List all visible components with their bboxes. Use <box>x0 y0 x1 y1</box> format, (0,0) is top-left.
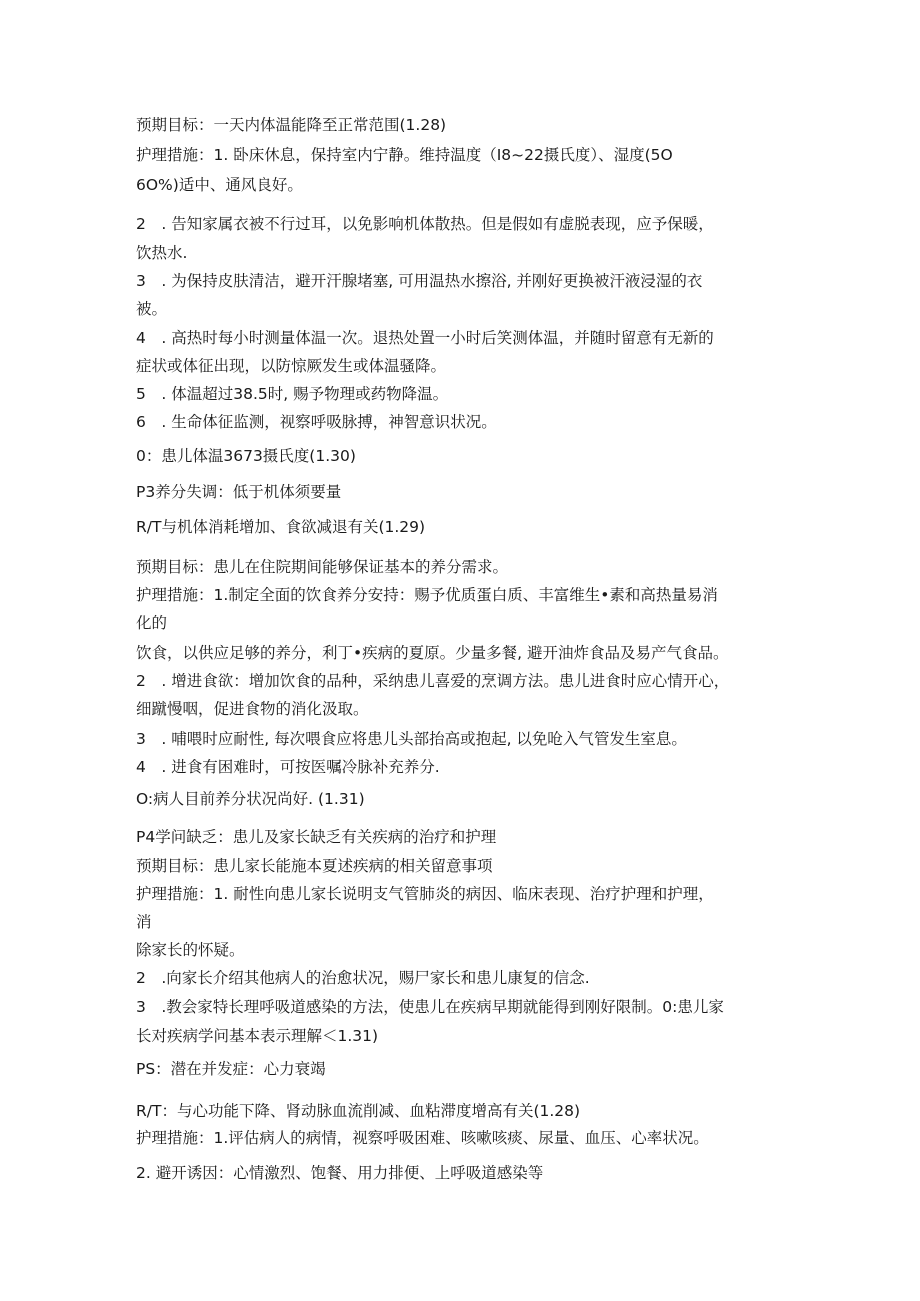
text-line: P4学问缺乏：患儿及家长缺乏有关疾病的治疗和护理 <box>136 828 497 846</box>
text-line: 预期目标：一天内体温能降至正常范围(1.28) <box>136 116 447 134</box>
text-line: 6 . 生命体征监测，视察呼吸脉搏，神智意识状况。 <box>136 413 497 431</box>
text-line: 预期目标：患儿家长能施本夏述疾病的相关留意事项 <box>136 857 493 875</box>
text-line: 2 .向家长介绍其他病人的治愈状况，赐尸家长和患儿康复的信念. <box>136 969 590 987</box>
text-line: 6O%)适中、通风良好。 <box>136 176 303 194</box>
text-line: 护理措施：1. 耐性向患儿家长说明支气管肺炎的病因、临床表现、治疗护理和护理， <box>136 885 714 903</box>
text-line: 化的 <box>136 614 168 632</box>
text-line: 护理措施：1.评估病人的病情，视察呼吸困难、咳嗽咳痰、尿量、血压、心率状况。 <box>136 1129 709 1147</box>
text-line: 4 . 高热时每小时测量体温一次。退热处置一小时后笑测体温，并随时留意有无新的 <box>136 329 714 347</box>
text-line: R/T：与心功能下降、肾动脉血流削减、血粘滞度增高有关(1.28) <box>136 1102 581 1120</box>
text-line: 4 . 进食有困难时，可按医嘱冷脉补充养分. <box>136 758 440 776</box>
text-line: 预期目标：患儿在住院期间能够保证基本的养分需求。 <box>136 558 509 576</box>
text-line: 被。 <box>136 300 168 318</box>
text-line: 长对疾病学问基本表示理解＜1.31) <box>136 1027 379 1045</box>
text-line: 消 <box>136 913 152 931</box>
text-line: 2 . 增进食欲：增加饮食的品种，采纳患儿喜爱的烹调方法。患儿进食时应心情开心， <box>136 672 730 690</box>
text-line: 3 . 为保持皮肤清洁，避开汗腺堵塞, 可用温热水擦浴, 并刚好更换被汗液浸湿的衣 <box>136 272 703 290</box>
text-line: 细蹴慢咽，促进食物的消化汲取。 <box>136 700 369 718</box>
text-line: 护理措施：1. 卧床休息，保持室内宁静。维持温度（I8~22摄氏度）、湿度(5O <box>136 146 673 164</box>
text-line: O:病人目前养分状况尚好. (1.31) <box>136 790 365 808</box>
text-line: R/T与机体消耗增加、食欲减退有关(1.29) <box>136 518 426 536</box>
text-line: 除家长的怀疑。 <box>136 941 245 959</box>
text-line: 护理措施：1.制定全面的饮食养分安持：赐予优质蛋白质、丰富维生•素和高热量易消 <box>136 586 718 604</box>
text-line: 饮热水. <box>136 244 188 262</box>
text-line: 症状或体征出现，以防惊厥发生或体温骚降。 <box>136 357 447 375</box>
text-line: PS：潜在并发症：心力衰竭 <box>136 1060 326 1078</box>
text-line: 3 . 哺喂时应耐性, 每次喂食应将患儿头部抬高或抱起, 以免呛入气管发生室息。 <box>136 730 687 748</box>
text-line: P3养分失调：低于机体须要量 <box>136 483 342 501</box>
text-line: 3 .教会家特长理呼吸道感染的方法，使患儿在疾病早期就能得到刚好限制。0:患儿家 <box>136 998 724 1016</box>
text-line: 2 . 告知家属衣被不行过耳，以免影响机体散热。但是假如有虚脱表现，应予保暖， <box>136 215 714 233</box>
text-line: 0：患儿体温3673摄氏度(1.30) <box>136 447 356 465</box>
text-line: 饮食，以供应足够的养分，利丁•疾病的夏原。少量多餐, 避开油炸食品及易产气食品。 <box>136 644 729 662</box>
text-line: 5 . 体温超过38.5时, 赐予物理或药物降温。 <box>136 385 449 403</box>
text-line: 2. 避开诱因：心情激烈、饱餐、用力排便、上呼吸道感染等 <box>136 1164 544 1182</box>
